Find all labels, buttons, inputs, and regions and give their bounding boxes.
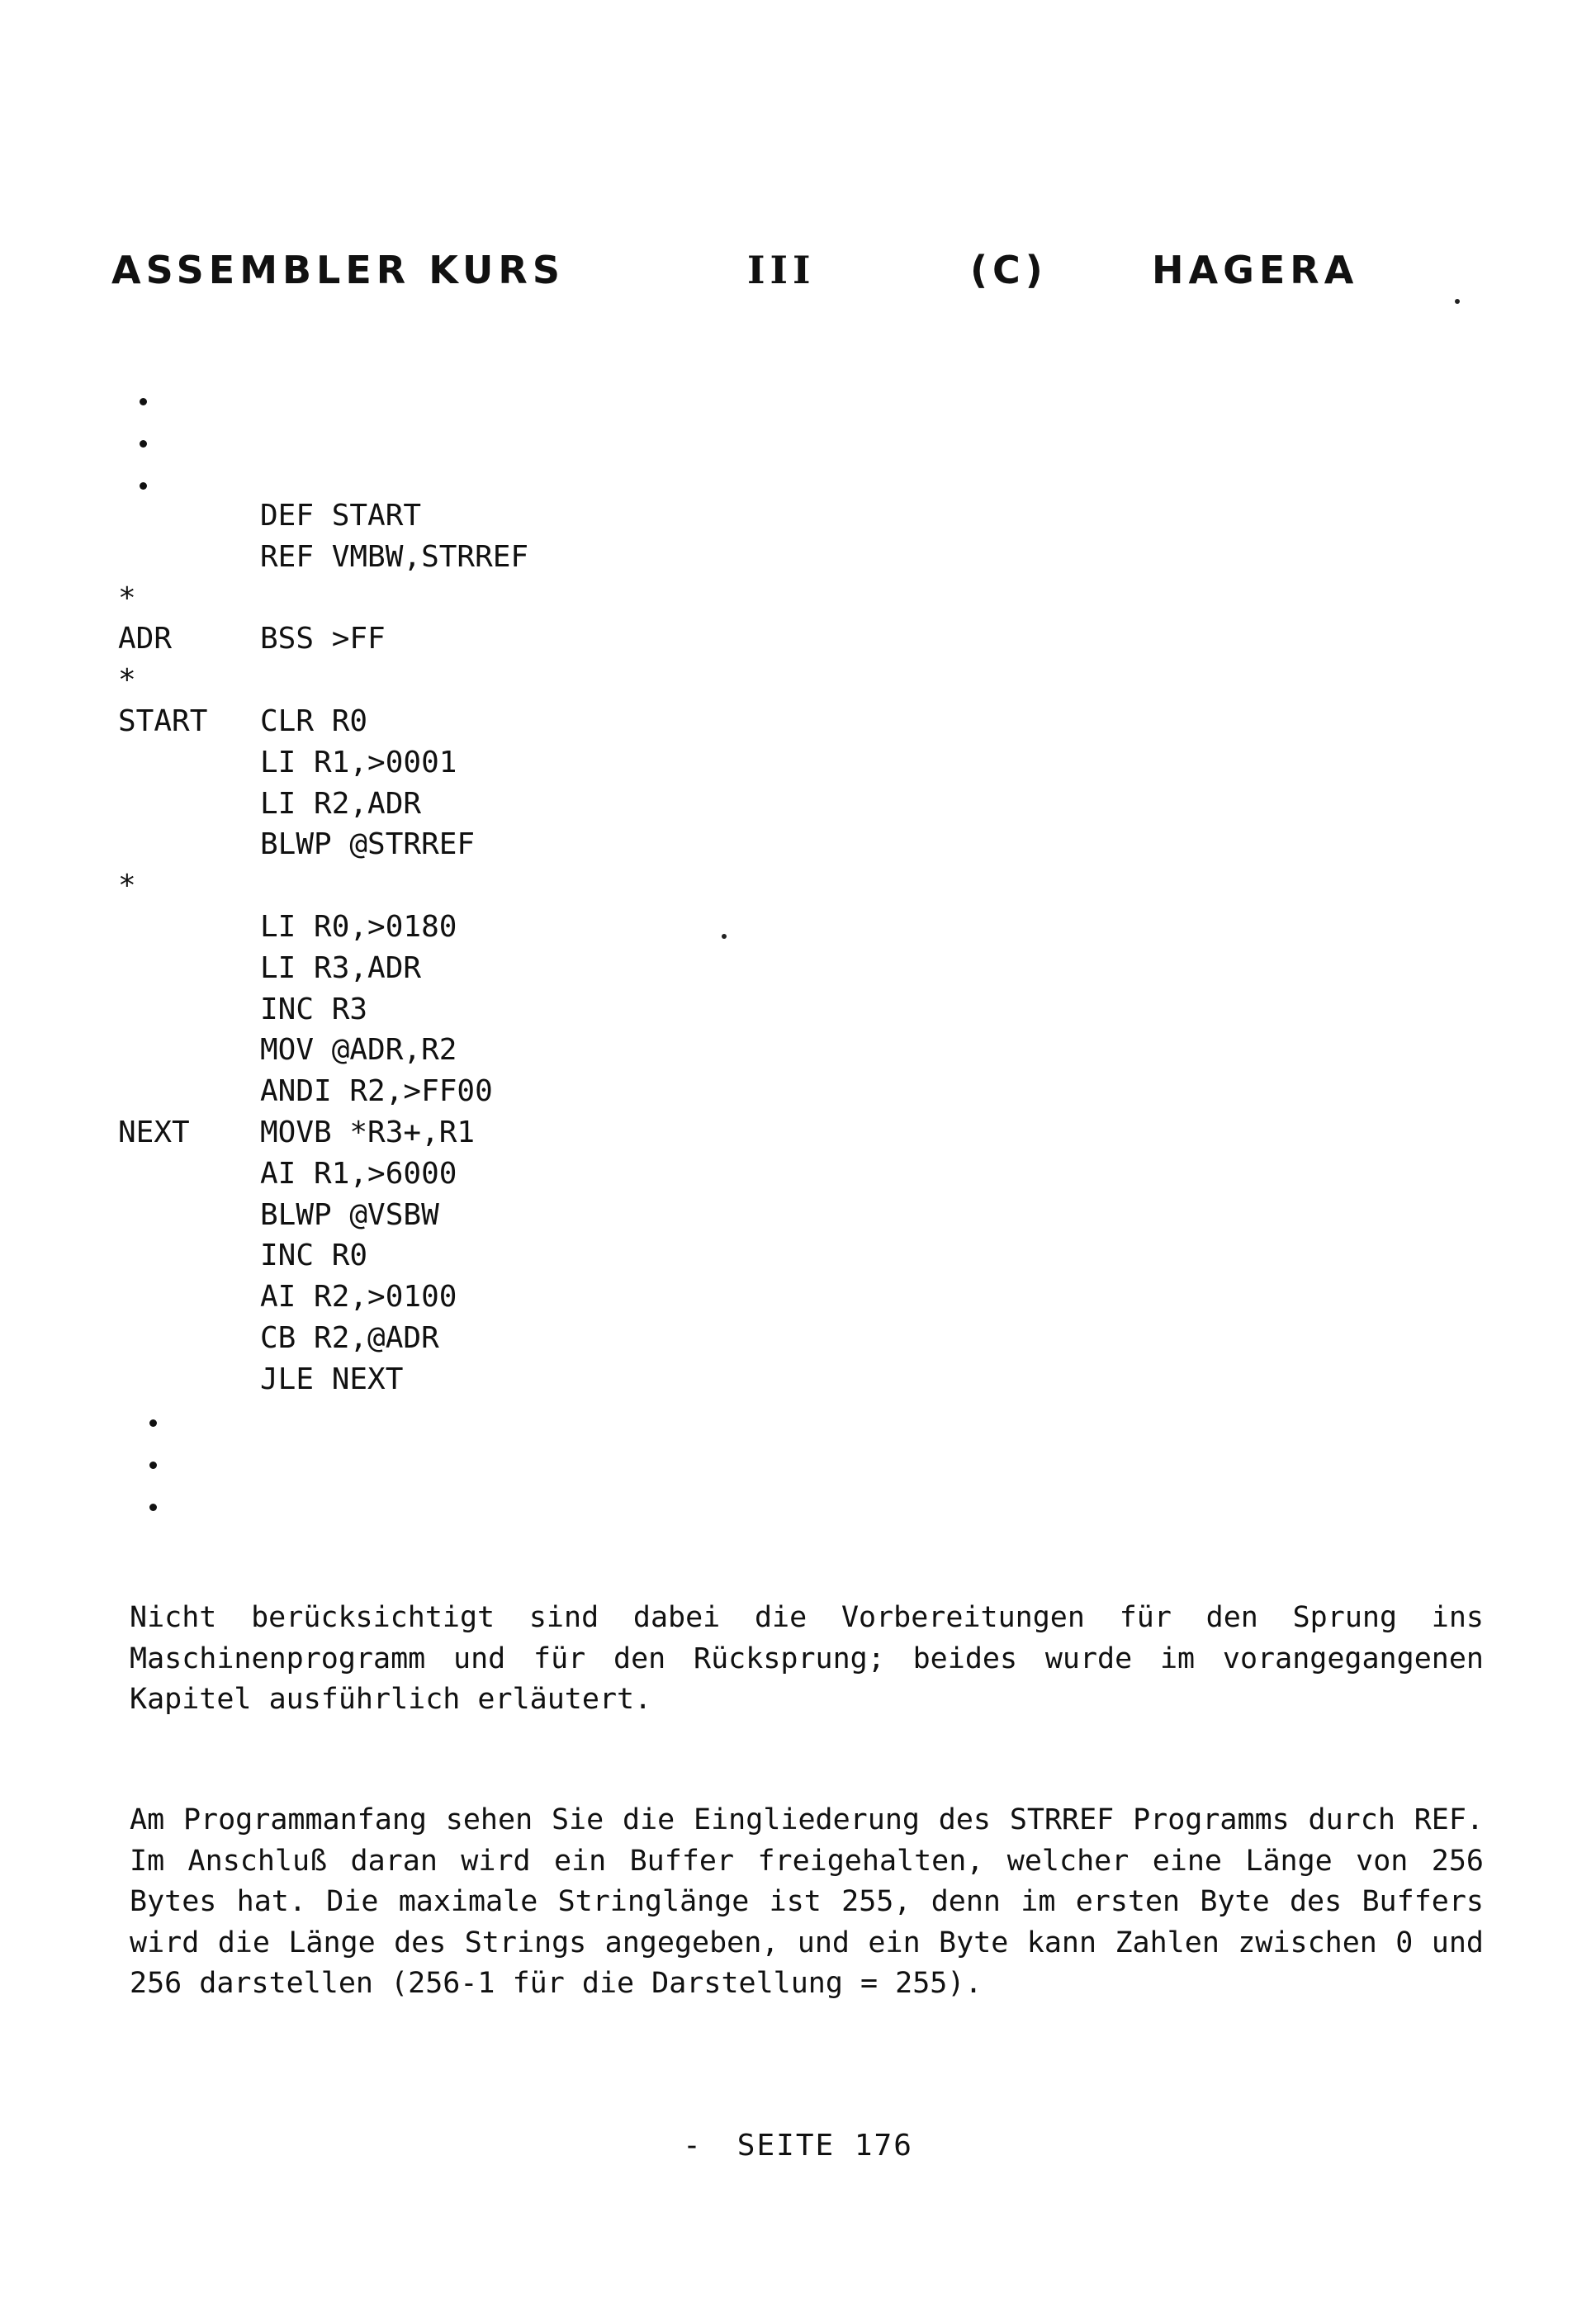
code-line xyxy=(118,1277,944,1318)
code-line xyxy=(118,1071,944,1112)
code-line xyxy=(118,1030,944,1071)
code-label: START xyxy=(118,704,208,738)
code-instruction: BLWP @STRREF xyxy=(260,827,476,862)
code-instruction: LI R0,>0180 xyxy=(260,909,457,944)
code-instruction: MOVB *R3+,R1 xyxy=(260,1115,476,1149)
code-instruction: AI R1,>6000 xyxy=(260,1156,457,1191)
code-instruction: AI R2,>0100 xyxy=(260,1280,457,1315)
code-instruction: DEF START xyxy=(260,499,422,533)
ellipsis-dot xyxy=(140,482,147,490)
code-line xyxy=(118,537,944,578)
author-name: HAGERA xyxy=(1152,248,1359,292)
code-instruction: CB R2,@ADR xyxy=(260,1320,439,1355)
page-footer xyxy=(0,2129,1596,2163)
ink-speck xyxy=(1455,299,1460,304)
code-line xyxy=(118,907,944,948)
ellipsis-dot xyxy=(140,440,147,448)
code-label: * xyxy=(118,663,136,698)
code-instruction: ANDI R2,>FF00 xyxy=(260,1074,493,1109)
ellipsis-dot xyxy=(149,1462,157,1469)
code-instruction: BLWP @VSBW xyxy=(260,1197,439,1232)
code-instruction: BSS >FF xyxy=(260,622,386,656)
code-line xyxy=(118,1154,944,1195)
code-listing xyxy=(118,495,944,1400)
paragraph-preparation-note: Nicht berücksichtigt sind dabei die Vorbereitungen für den Sprung ins Maschinenprogramm und für den Rücksprung; beides wurde im vorangegangenen Kapitel ausführlich erläutert. xyxy=(130,1601,1484,1717)
code-line xyxy=(118,989,944,1030)
code-line xyxy=(118,784,944,825)
code-line xyxy=(118,1112,944,1154)
code-line xyxy=(118,742,944,784)
page-number: SEITE 176 xyxy=(736,2129,913,2163)
code-instruction: MOV @ADR,R2 xyxy=(260,1033,457,1068)
code-instruction: LI R1,>0001 xyxy=(260,745,457,779)
code-instruction: CLR R0 xyxy=(260,704,368,738)
code-line xyxy=(118,660,944,701)
footer-dash: - xyxy=(683,2129,703,2163)
code-label: ADR xyxy=(118,622,173,656)
course-title: ASSEMBLER KURS xyxy=(111,248,565,292)
code-instruction: INC R0 xyxy=(260,1239,368,1273)
code-line xyxy=(118,824,944,865)
code-line xyxy=(118,495,944,537)
code-line xyxy=(118,1235,944,1277)
code-instruction: LI R2,ADR xyxy=(260,786,422,821)
code-instruction: JLE NEXT xyxy=(260,1362,404,1396)
code-line xyxy=(118,1318,944,1359)
code-label: NEXT xyxy=(118,1115,190,1149)
code-instruction: INC R3 xyxy=(260,992,368,1026)
code-line xyxy=(118,1195,944,1236)
code-line xyxy=(118,618,944,660)
ellipsis-dot xyxy=(149,1504,157,1511)
code-label: * xyxy=(118,869,136,903)
code-label: * xyxy=(118,580,136,615)
ellipsis-dot xyxy=(140,398,147,405)
code-line xyxy=(118,701,944,742)
code-instruction: LI R3,ADR xyxy=(260,950,422,985)
code-instruction: REF VMBW,STRREF xyxy=(260,539,529,574)
code-line xyxy=(118,1359,944,1400)
paragraph-buffer-explanation: Am Programmanfang sehen Sie die Eingliederung des STRREF Programms durch REF. Im Anschluß daran wird ein Buffer freigehalten, welcher eine Länge von 256 Bytes hat. Die maximale Stringlänge ist 255, denn im ersten Byte des Buffers wird die Länge des Strings angegeben, und ein Byte kann Zahlen zwischen 0 und 256 darstellen (256-1 für die Darstellung = 255). xyxy=(130,1803,1484,2001)
code-line xyxy=(118,578,944,619)
course-part: III xyxy=(747,248,816,292)
copyright-mark: (C) xyxy=(970,248,1048,292)
code-line xyxy=(118,948,944,989)
code-line xyxy=(118,865,944,907)
ellipsis-dot xyxy=(149,1419,157,1427)
